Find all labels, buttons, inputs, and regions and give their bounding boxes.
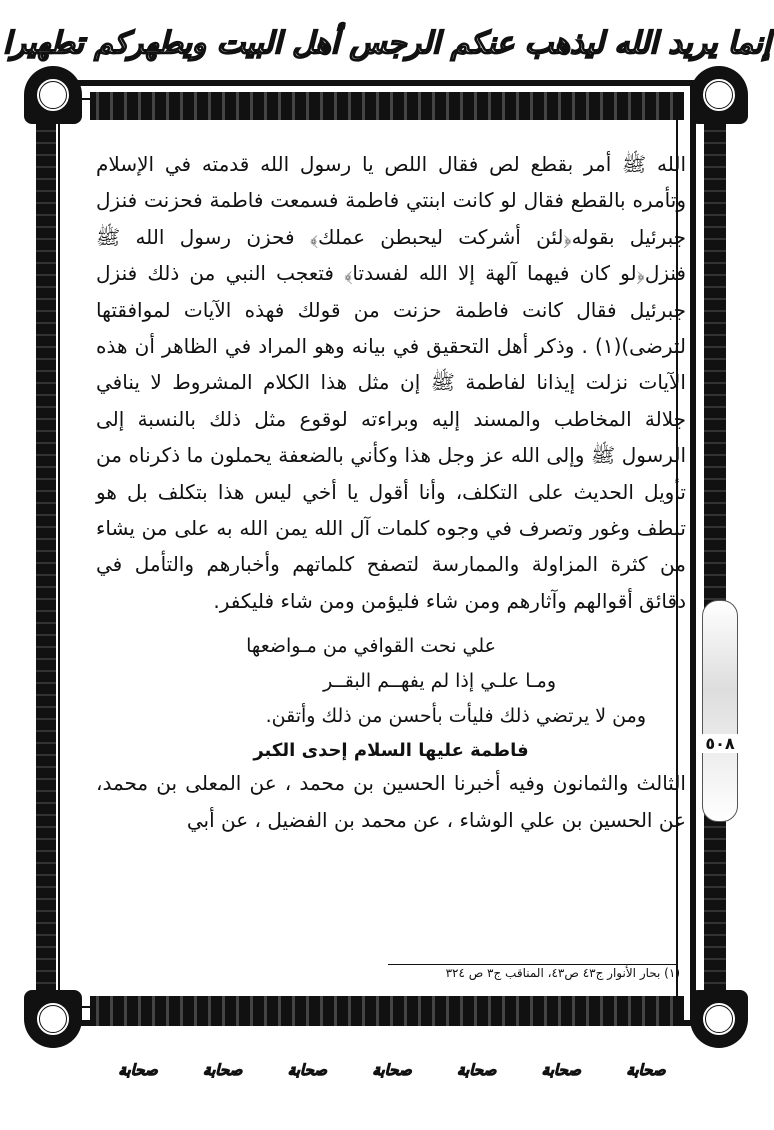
- footer-calligraphy-item: صحابة: [287, 1061, 327, 1079]
- side-tab-ornament: [702, 600, 738, 822]
- body-paragraph-2: الثالث والثمانون وفيه أخبرنا الحسين بن محمد ، عن المعلى بن محمد، عن الحسين بن علي الوشاء ، عن محمد بن الفضيل ، عن أبي: [96, 771, 686, 832]
- corner-ornament-bottom-right: [690, 990, 748, 1048]
- footer-calligraphy-item: صحابة: [541, 1061, 581, 1079]
- frame-left-column: [36, 120, 56, 1000]
- frame-top-bar: [90, 92, 684, 120]
- corner-ornament-top-left: [24, 66, 82, 124]
- page-content: [96, 146, 686, 838]
- section-heading: فاطمة عليها السلام إحدى الكبر: [253, 740, 529, 762]
- frame-bottom-bar: [90, 996, 684, 1026]
- page-number: ٥٠٨: [700, 734, 740, 753]
- footer-calligraphy-row: [96, 1040, 688, 1100]
- footer-calligraphy-item: صحابة: [118, 1061, 158, 1079]
- poem-block: [96, 629, 686, 734]
- frame-right-column: [704, 120, 726, 1000]
- footer-calligraphy-item: صحابة: [372, 1061, 412, 1079]
- poem-line-2: ومـا علـي إذا لم يفهــم البقــر: [323, 670, 556, 693]
- corner-ornament-top-right: [690, 66, 748, 124]
- header-calligraphy: إنما يريد الله ليذهب عنكم الرجس أهل البيت ويطهركم تطهيرا: [3, 25, 771, 61]
- footer-calligraphy-item: صحابة: [203, 1061, 243, 1079]
- header-banner: [3, 8, 771, 78]
- corner-ornament-bottom-left: [24, 990, 82, 1048]
- body-paragraph-1: الله ﷺ أمر بقطع لص فقال اللص يا رسول الله قدمته في الإسلام وتأمره بالقطع فقال لو كانت ابنتي فاطمة فسمعت فاطمة فحزنت فنزل جبرئيل بقوله﴿لئن أشركت ليحبطن عملك﴾ فحزن رسول الله ﷺ فنزل﴿لو كان فيهما آلهة إلا الله لفسدتا﴾ فتعجب النبي من ذلك فنزل جبرئيل فقال كانت فاطمة حزنت من قولك فهذه الآيات لموافقتها لترضى)(١) . وذكر أهل التحقيق في بيانه وهو المراد في الظاهر أن هذه الآيات نزلت إيذانا لفاطمة ﷺ إن مثل هذا الكلام المشروط لا ينافي جلالة المخاطب والمسند إليه وبراءته لوقوع مثل ذلك بالنسبة إلى الرسول ﷺ وإلى الله عز وجل هذا وكأني بالضعفة يحملون ما ذكرناه من تأويل الحديث على التكلف، وأنا أقول يا أخي ليس هذا بتكلف بل هو تلطف وغور وتصرف في وجوه كلمات آل الله يمن الله به على من يشاء من كثرة المزاولة والممارسة لتصفح كلماتهم وأخبارهم والتأمل في دقائق أقوالهم وآثارهم ومن شاء فليؤمن ومن شاء فليكفر.: [96, 152, 686, 613]
- footnote-divider: [388, 964, 678, 965]
- footer-calligraphy-item: صحابة: [626, 1061, 666, 1079]
- footnote: (١) بحار الأنوار ج٤٣ ص٤٣، المناقب ج٣ ص ٣٢٤: [445, 966, 680, 980]
- poem-line-3: ومن لا يرتضي ذلك فليأت بأحسن من ذلك وأتقن.: [265, 705, 646, 728]
- footer-calligraphy-item: صحابة: [457, 1061, 497, 1079]
- poem-line-1: علي نحت القوافي من مـواضعها: [246, 635, 496, 658]
